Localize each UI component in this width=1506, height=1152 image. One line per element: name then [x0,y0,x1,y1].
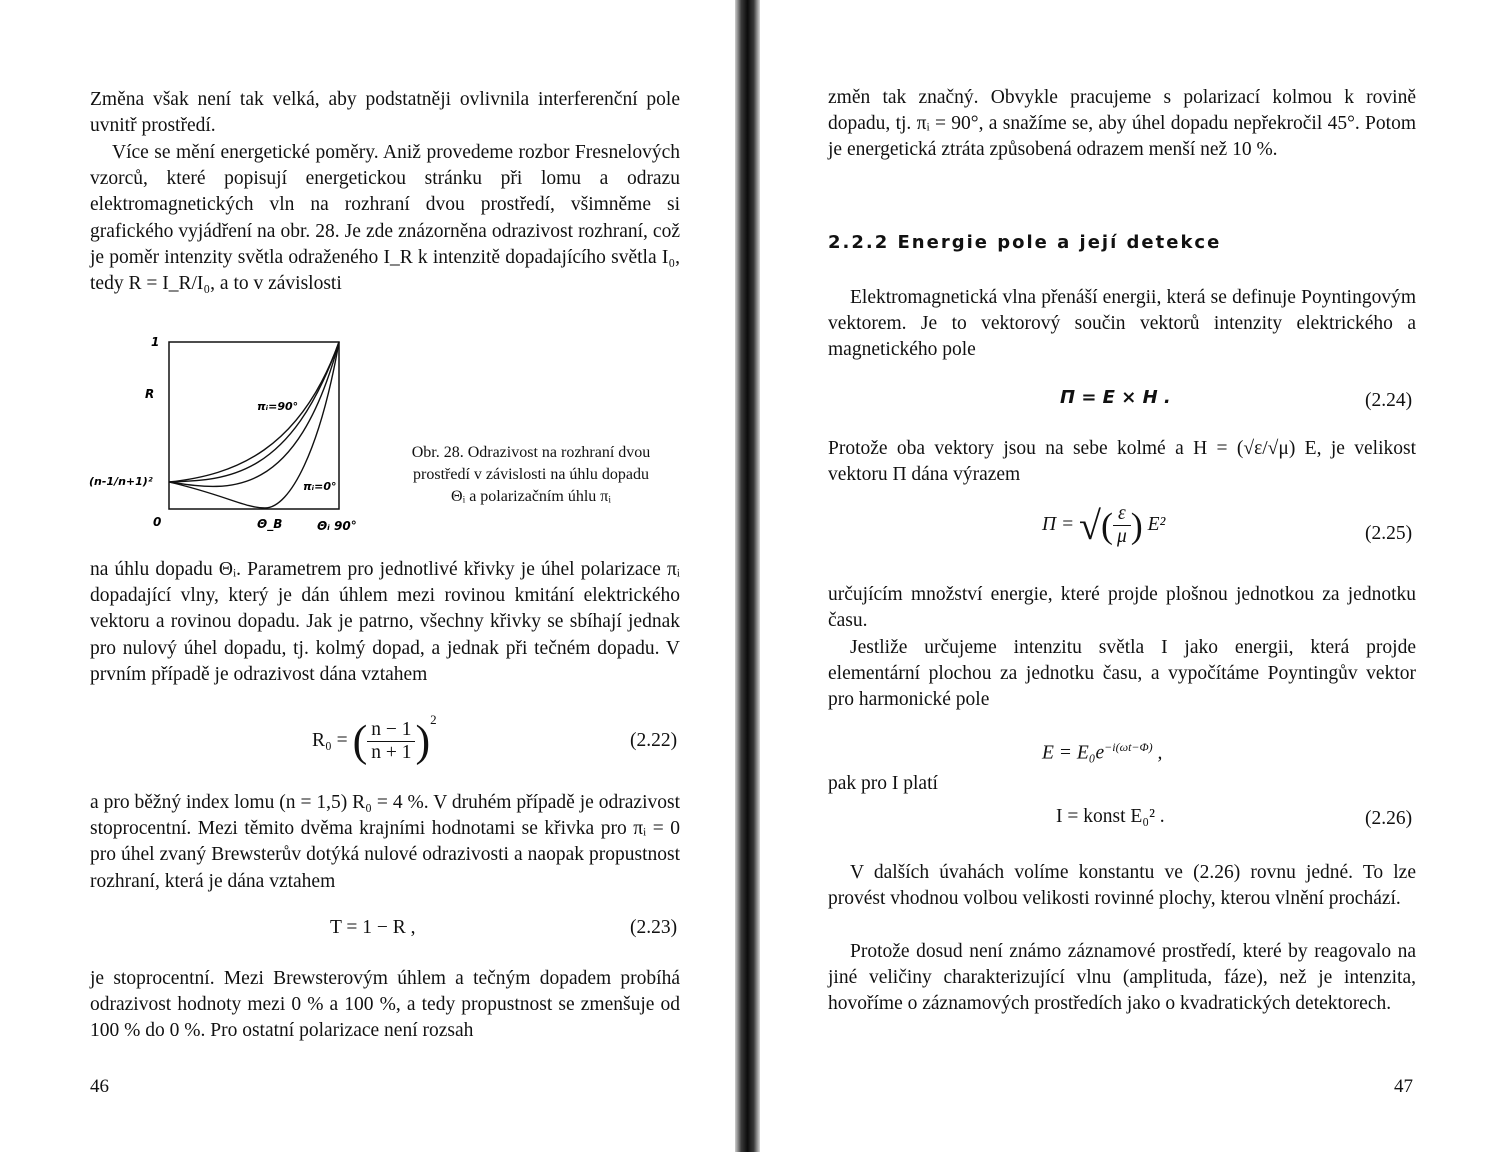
caption-line-2: prostředí v závislosti na úhlu dopadu [413,466,649,483]
curve-label-pi-0: πᵢ=0° [303,480,337,493]
equation-2-25: Π = √( $\frac{\varepsilon}{\mu}$ ) E² [1042,503,1166,548]
page-number-left: 46 [90,1076,109,1097]
equation-2-22: R₀ = ( $\frac{n - 1}{n + 1}$ )$^2$ [312,712,437,766]
curve-label-pi-90: πᵢ=90° [257,400,299,413]
eq-number-2-22: (2.22) [630,730,678,751]
eq-2-25-num: ε [1113,503,1131,526]
page-number-right: 47 [1394,1076,1413,1097]
left-paragraph-3: na úhlu dopadu Θᵢ. Parametrem pro jednotlivé křivky je úhel polarizace πᵢ dopadající vlny, který je dán úhlem mezi rovinou kmitání elektrického vektoru a rovinou dopadu. Jak je patrno, všechny křivky se sbíhají jednak pro nulový úhel dopadu, tj. kolmý dopad, a jednak při tečném dopadu. V prvním případě je odrazivost dána vztahem [90,559,680,685]
y-mid-label: (n-1/n+1)² [89,475,153,488]
caption-line-1: Obr. 28. Odrazivost na rozhraní dvou [411,444,651,461]
eq-2-25-tail: E² [1147,513,1166,535]
left-paragraph-2: Více se mění energetické poměry. Aniž provedeme rozbor Fresnelových vzorců, které popisují energetickou stránku při lomu a odrazu elektromagnetických vln na rozhraní dvou prostředí, všimněme si grafického vyjádření na obr. 28. Je zde znázorněna odrazivost rozhraní, což je poměr intenzity světla odraženého I_R k intenzitě dopadajícího světla I₀, tedy R = I_R/I₀, a to v závislosti [90,142,680,295]
right-page [760,0,1506,1152]
right-paragraph-6: pak pro I platí [828,773,938,794]
eq-2-22-exp: 2 [430,712,437,727]
x-label-end: Θᵢ 90° [317,519,357,533]
equation-wave [1042,740,1162,765]
equation-2-24: Π = E × H . [1060,387,1171,408]
x-label-brewster: Θ_B [257,517,283,531]
right-paragraph-1: změn tak značný. Obvykle pracujeme s polarizací kolmou k rovině dopadu, tj. πᵢ = 90°, a snažíme se, aby úhel dopadu nepřekročil 45°. Potom je energetická ztráta způsobená odrazem menší než 10 %. [828,87,1416,161]
y-top-label: 1 [151,335,160,349]
eq-2-22-den: n + 1 [371,742,412,764]
eq-wave-main: E = E₀e [1042,742,1105,764]
eq-number-2-25: (2.25) [1365,523,1413,544]
left-paragraph-1: Změna však není tak velká, aby podstatněji ovlivnila interferenční pole uvnitř prostředí. [90,89,680,137]
left-paragraph-4: a pro běžný index lomu (n = 1,5) R₀ = 4 %. V druhém případě je odrazivost stoprocentní. Mezi těmito dvěma krajními hodnotami se křivka pro πᵢ = 0 pro úhel zvaný Brewsterův dotýká nulové odrazivosti a naopak propustnost rozhraní, která je dána vztahem [90,792,680,892]
eq-number-2-24: (2.24) [1365,390,1413,411]
book-gutter [735,0,760,1152]
left-page [0,0,735,1152]
eq-2-22-num: n − 1 [367,719,415,742]
equation-2-23: T = 1 − R , [330,917,416,938]
sqrt-icon: √ [1079,503,1101,548]
section-heading: 2.2.2 Energie pole a její detekce [828,232,1222,253]
right-paragraph-7: V dalších úvahách volíme konstantu ve (2.26) rovnu jedné. To lze provést vhodnou volbou velikosti rovinné plochy, kterou vlnění prochází. [828,862,1416,910]
eq-number-2-23: (2.23) [630,917,678,938]
origin-label: 0 [153,515,162,529]
y-axis-label: R [145,387,155,401]
eq-wave-exponent: −i(ωt−Φ) [1104,740,1153,754]
eq-2-25-lhs: Π = [1042,513,1075,535]
right-paragraph-8: Protože dosud není známo záznamové prostředí, které by reagovalo na jiné veličiny charakterizující vlnu (amplituda, fáze), než je intenzita, hovoříme o záznamových prostředích jako o kvadratických detektorech. [828,941,1416,1015]
eq-2-25-den: μ [1116,526,1127,547]
right-paragraph-3: Protože oba vektory jsou na sebe kolmé a H = (√ε/√μ) E, je velikost vektoru Π dána výrazem [828,438,1416,486]
left-paragraph-5: je stoprocentní. Mezi Brewsterovým úhlem a tečným dopadem probíhá odrazivost hodnoty mezi 0 % a 100 %, a tedy propustnost se zmenšuje od 100 % do 0 %. Pro ostatní polarizace není rozsah [90,968,680,1042]
right-paragraph-5: Jestliže určujeme intenzitu světla I jako energii, která projde elementární plochou za jednotku času, a vypočítáme Poyntingův vektor pro harmonické pole [828,637,1416,711]
equation-2-26: I = konst E₀² . [1056,806,1165,827]
eq-number-2-26: (2.26) [1365,808,1413,829]
reflectance-figure [85,330,375,540]
right-paragraph-2: Elektromagnetická vlna přenáší energii, která se definuje Poyntingovým vektorem. Je to vektorový součin vektorů intenzity elektrického a magnetického pole [828,287,1416,361]
eq-wave-tail: , [1152,742,1163,764]
right-paragraph-4: určujícím množství energie, které projde plošnou jednotkou za jednotku času. [828,584,1416,632]
eq-2-22-lhs: R₀ = [312,730,348,751]
caption-line-3: Θᵢ a polarizačním úhlu πᵢ [451,488,611,505]
figure-caption [383,442,679,508]
